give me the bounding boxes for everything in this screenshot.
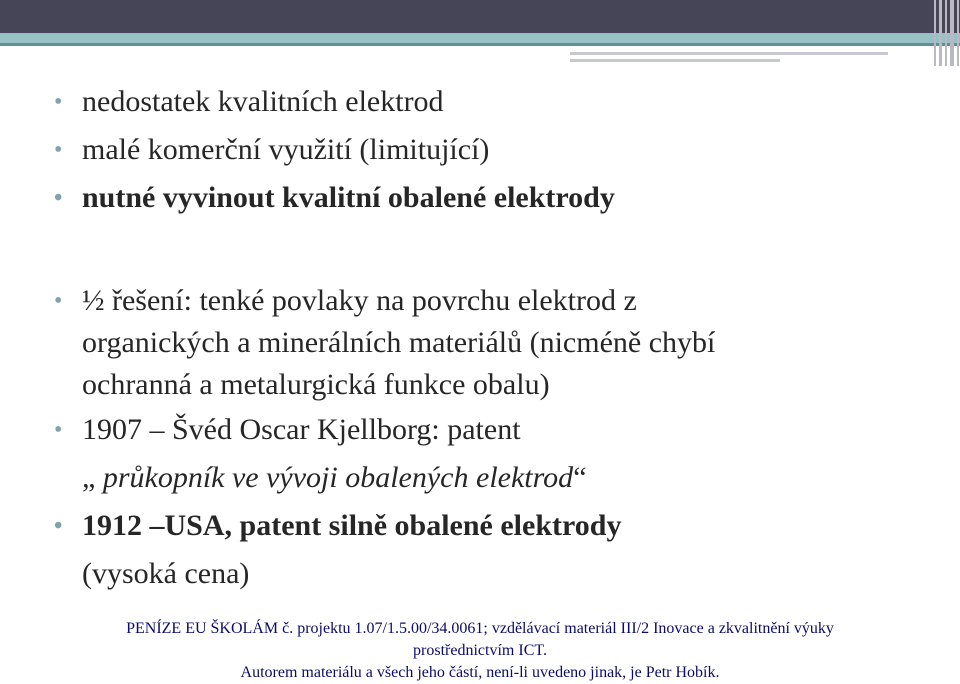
header-accent-band [0,33,960,43]
header-accent-line [0,43,960,46]
usa-high-price: (vysoká cena) [82,557,250,590]
half-solution-line-2: organických a minerálních materiálů (nicméně chybí [82,326,716,359]
quote-open-mark: „ [82,461,96,494]
decor-line-2 [570,59,780,62]
bullet-usa-patent: • 1912 –USA, patent silně obalené elektrody [54,502,934,550]
slide-content [54,78,934,598]
spacer [54,222,934,270]
footer-line-1: PENÍZE EU ŠKOLÁM č. projektu 1.07/1.5.00/34.0061; vzdělávací materiál III/2 Inovace a zkvalitnění výuky [126,620,834,637]
bullet-poor-electrodes: • nedostatek kvalitních elektrod [54,78,934,126]
bullet-half-solution [54,280,934,406]
footer [0,618,960,684]
decor-line-1 [570,52,888,55]
header-bar [0,0,960,33]
half-solution-line-3: ochranná a metalurgická funkce obalu) [82,368,550,401]
bullet-kjellborg-patent: • 1907 – Švéd Oscar Kjellborg: patent [54,406,934,454]
bullet-need-coated-electrodes: • nutné vyvinout kvalitní obalené elektrody [54,174,934,222]
half-solution-line-1: ½ řešení: tenké povlaky na povrchu elektrod z [82,284,637,317]
quote-close-mark: “ [573,461,587,494]
bullet-small-commercial-use: • malé komerční využití (limitující) [54,126,934,174]
footer-line-3: Autorem materiálu a všech jeho částí, není-li uvedeno jinak, je Petr Hobík. [240,664,720,681]
kjellborg-quote [54,454,934,502]
footer-line-2: prostřednictvím ICT. [413,642,547,659]
pioneer-quote-text: průkopník ve vývoji obalených elektrod [95,461,574,494]
corner-decor-stripes [930,0,960,66]
